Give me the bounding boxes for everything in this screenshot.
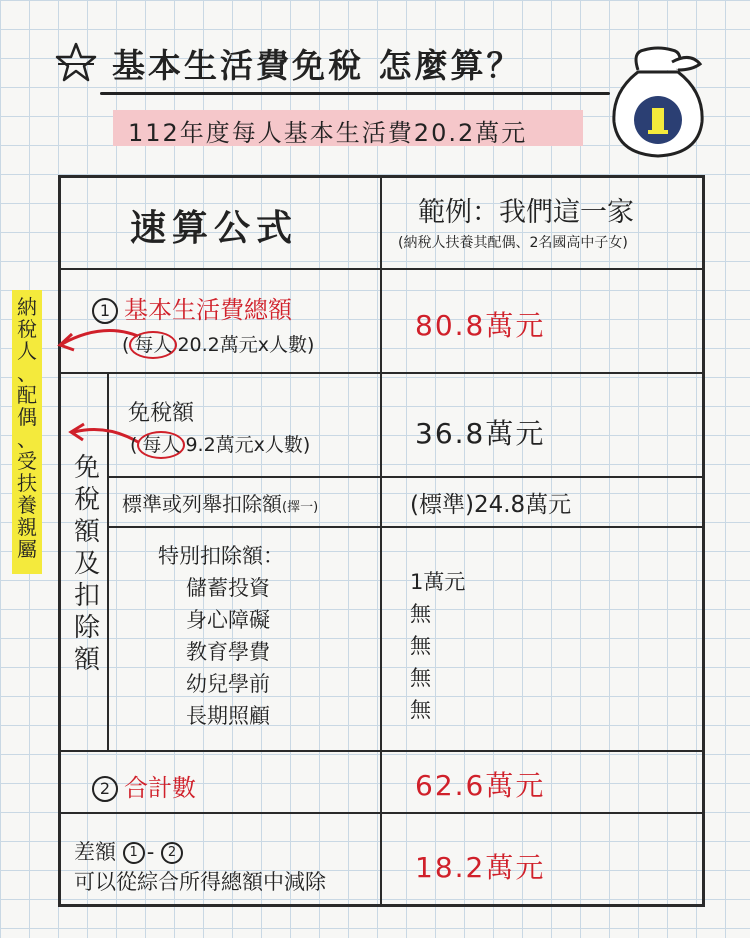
row-divider	[59, 268, 704, 270]
row-divider	[59, 812, 704, 814]
row5-label	[92, 768, 196, 803]
example-header: 範例：我們這一家	[418, 197, 634, 228]
row1-title: 基本生活費總額	[124, 296, 292, 324]
group-label: 免稅額及扣除額	[73, 453, 100, 675]
row-divider	[59, 372, 704, 374]
row3-value: (標準)24.8萬元	[410, 492, 572, 518]
special-deductions	[158, 540, 284, 732]
row5-value: 62.6萬元	[415, 769, 546, 802]
list-value: 無	[410, 698, 431, 722]
note-circled: 每人	[129, 331, 177, 359]
list-value: 無	[410, 602, 431, 626]
row-divider	[59, 750, 704, 752]
list-item: 幼兒學前	[186, 672, 270, 696]
circled-number: 2	[161, 842, 183, 864]
circled-number: 2	[92, 776, 118, 802]
circled-number: 1	[92, 298, 118, 324]
row1-label	[92, 290, 292, 325]
row1-note	[122, 330, 314, 357]
circled-number: 1	[123, 842, 145, 864]
title-underline	[100, 92, 610, 95]
page-title: 基本生活費免稅 怎麼算？	[112, 46, 523, 85]
formula-header: 速算公式	[130, 208, 299, 249]
list-value: 無	[410, 634, 431, 658]
money-bag-icon	[608, 40, 708, 160]
note-open: (	[122, 334, 130, 356]
row2-value: 36.8萬元	[415, 417, 546, 450]
list-value: 無	[410, 666, 431, 690]
row6-line2: 可以從綜合所得總額中減除	[74, 870, 326, 894]
row2-note	[130, 430, 310, 457]
star-icon	[54, 40, 98, 84]
list-value: 1萬元	[410, 570, 466, 594]
list-item: 儲蓄投資	[186, 576, 270, 600]
side-note: 納 稅 人 、 配 偶 、 受 扶 養 親 屬	[17, 295, 37, 561]
special-values	[410, 566, 465, 726]
row3-label: 標準或列舉扣除額(擇一)	[122, 492, 319, 516]
list-item: 教育學費	[186, 640, 270, 664]
note-circled: 每人	[137, 431, 185, 459]
arrow-icon	[52, 326, 142, 356]
row-divider	[108, 476, 704, 478]
example-subheader: (納稅人扶養其配偶、2名國高中子女)	[398, 235, 628, 251]
row5-title: 合計數	[124, 774, 196, 802]
row-divider	[108, 526, 704, 528]
row1-value: 80.8萬元	[415, 309, 546, 342]
page-subtitle: 112年度每人基本生活費20.2萬元	[128, 119, 528, 147]
column-divider	[380, 176, 382, 906]
note-rest: 9.2萬元x人數)	[185, 434, 311, 456]
note-rest: 20.2萬元x人數)	[177, 334, 315, 356]
row6-value: 18.2萬元	[415, 851, 546, 884]
row6-line1: 差額 1 - 2	[74, 836, 189, 866]
row2-label: 免稅額	[128, 401, 195, 426]
list-item: 長期照顧	[186, 704, 270, 728]
note-open: (	[130, 434, 138, 456]
list-item: 身心障礙	[186, 608, 270, 632]
special-title: 特別扣除額：	[158, 544, 284, 568]
